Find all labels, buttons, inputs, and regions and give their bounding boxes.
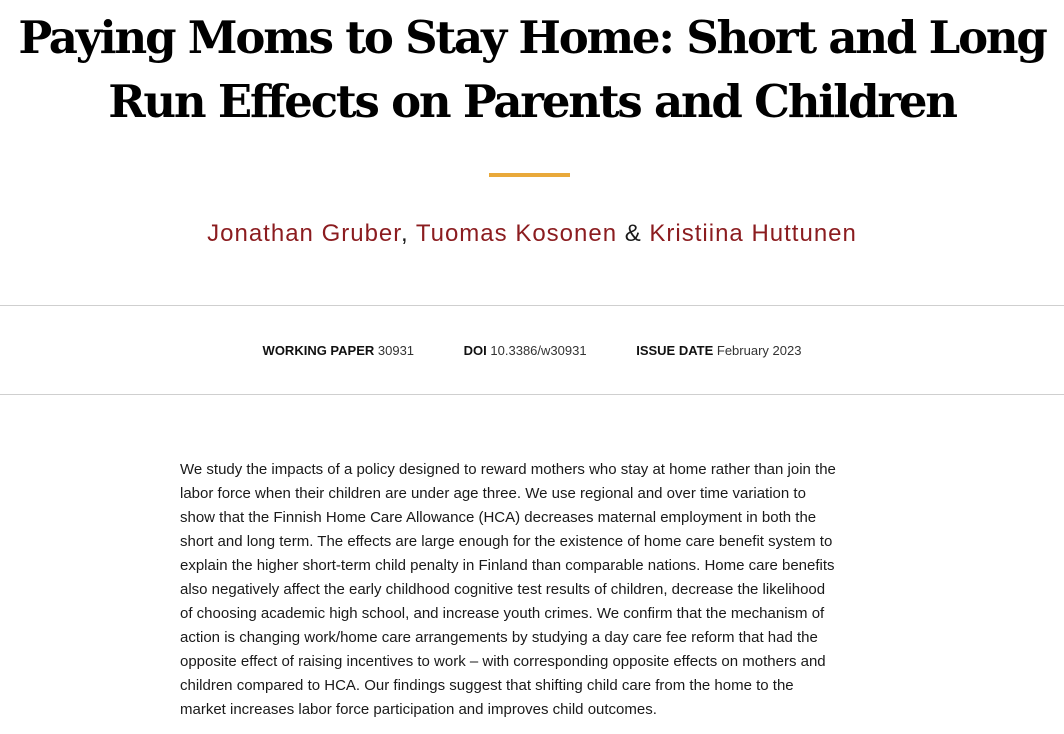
abstract-line: action is changing work/home care arrangements by studying a day care fee reform that had the: [180, 629, 818, 646]
author-link-kristiina-huttunen[interactable]: Kristiina Huttunen: [649, 220, 857, 247]
abstract-line: explain the higher short-term child penalty in Finland than comparable nations. Home care benefits: [180, 557, 835, 574]
title-accent-divider: [489, 173, 570, 177]
abstract-line: opposite effect of raising incentives to work – with corresponding opposite effects on mothers and: [180, 653, 826, 670]
paper-metadata-row: [0, 343, 1064, 359]
issue-date-label: ISSUE DATE: [636, 343, 714, 358]
doi-value: 10.3386/w30931: [490, 343, 587, 358]
working-paper-label: WORKING PAPER: [262, 343, 375, 358]
author-list: [0, 218, 1064, 250]
abstract-line: show that the Finnish Home Care Allowance (HCA) decreases maternal employment in both the: [180, 509, 817, 526]
working-paper-number: 30931: [377, 343, 415, 358]
abstract-line: of choosing academic high school, and increase youth crimes. We confirm that the mechanism of: [180, 605, 825, 622]
abstract-line: also negatively affect the early childhood cognitive test results of children, decrease the likelihood: [180, 581, 826, 598]
paper-title-line-1: Paying Moms to Stay Home: Short and Long: [18, 11, 1046, 64]
abstract-line: labor force when their children are under age three. We use regional and over time variation to: [180, 485, 806, 502]
paper-title: [0, 6, 1064, 134]
doi-meta: [464, 343, 587, 359]
author-separator-ampersand: &: [624, 220, 642, 247]
working-paper-meta: [263, 343, 415, 359]
abstract-line: We study the impacts of a policy designed to reward mothers who stay at home rather than join the: [180, 461, 836, 478]
author-separator-comma: ,: [400, 220, 409, 247]
paper-title-line-2: Run Effects on Parents and Children: [108, 75, 956, 128]
paper-metadata-band: [0, 305, 1064, 395]
abstract-line: short and long term. The effects are large enough for the existence of home care benefit system to: [180, 533, 833, 550]
issue-date-meta: [636, 343, 801, 359]
author-link-jonathan-gruber[interactable]: Jonathan Gruber: [207, 220, 401, 247]
doi-label: DOI: [463, 343, 487, 358]
abstract-line: children compared to HCA. Our findings suggest that shifting child care from the home to the: [180, 677, 794, 694]
abstract-line: market increases labor force participation and improves child outcomes.: [180, 701, 657, 718]
abstract-text: [180, 458, 886, 722]
issue-date-value: February 2023: [716, 343, 802, 358]
author-link-tuomas-kosonen[interactable]: Tuomas Kosonen: [415, 220, 618, 247]
